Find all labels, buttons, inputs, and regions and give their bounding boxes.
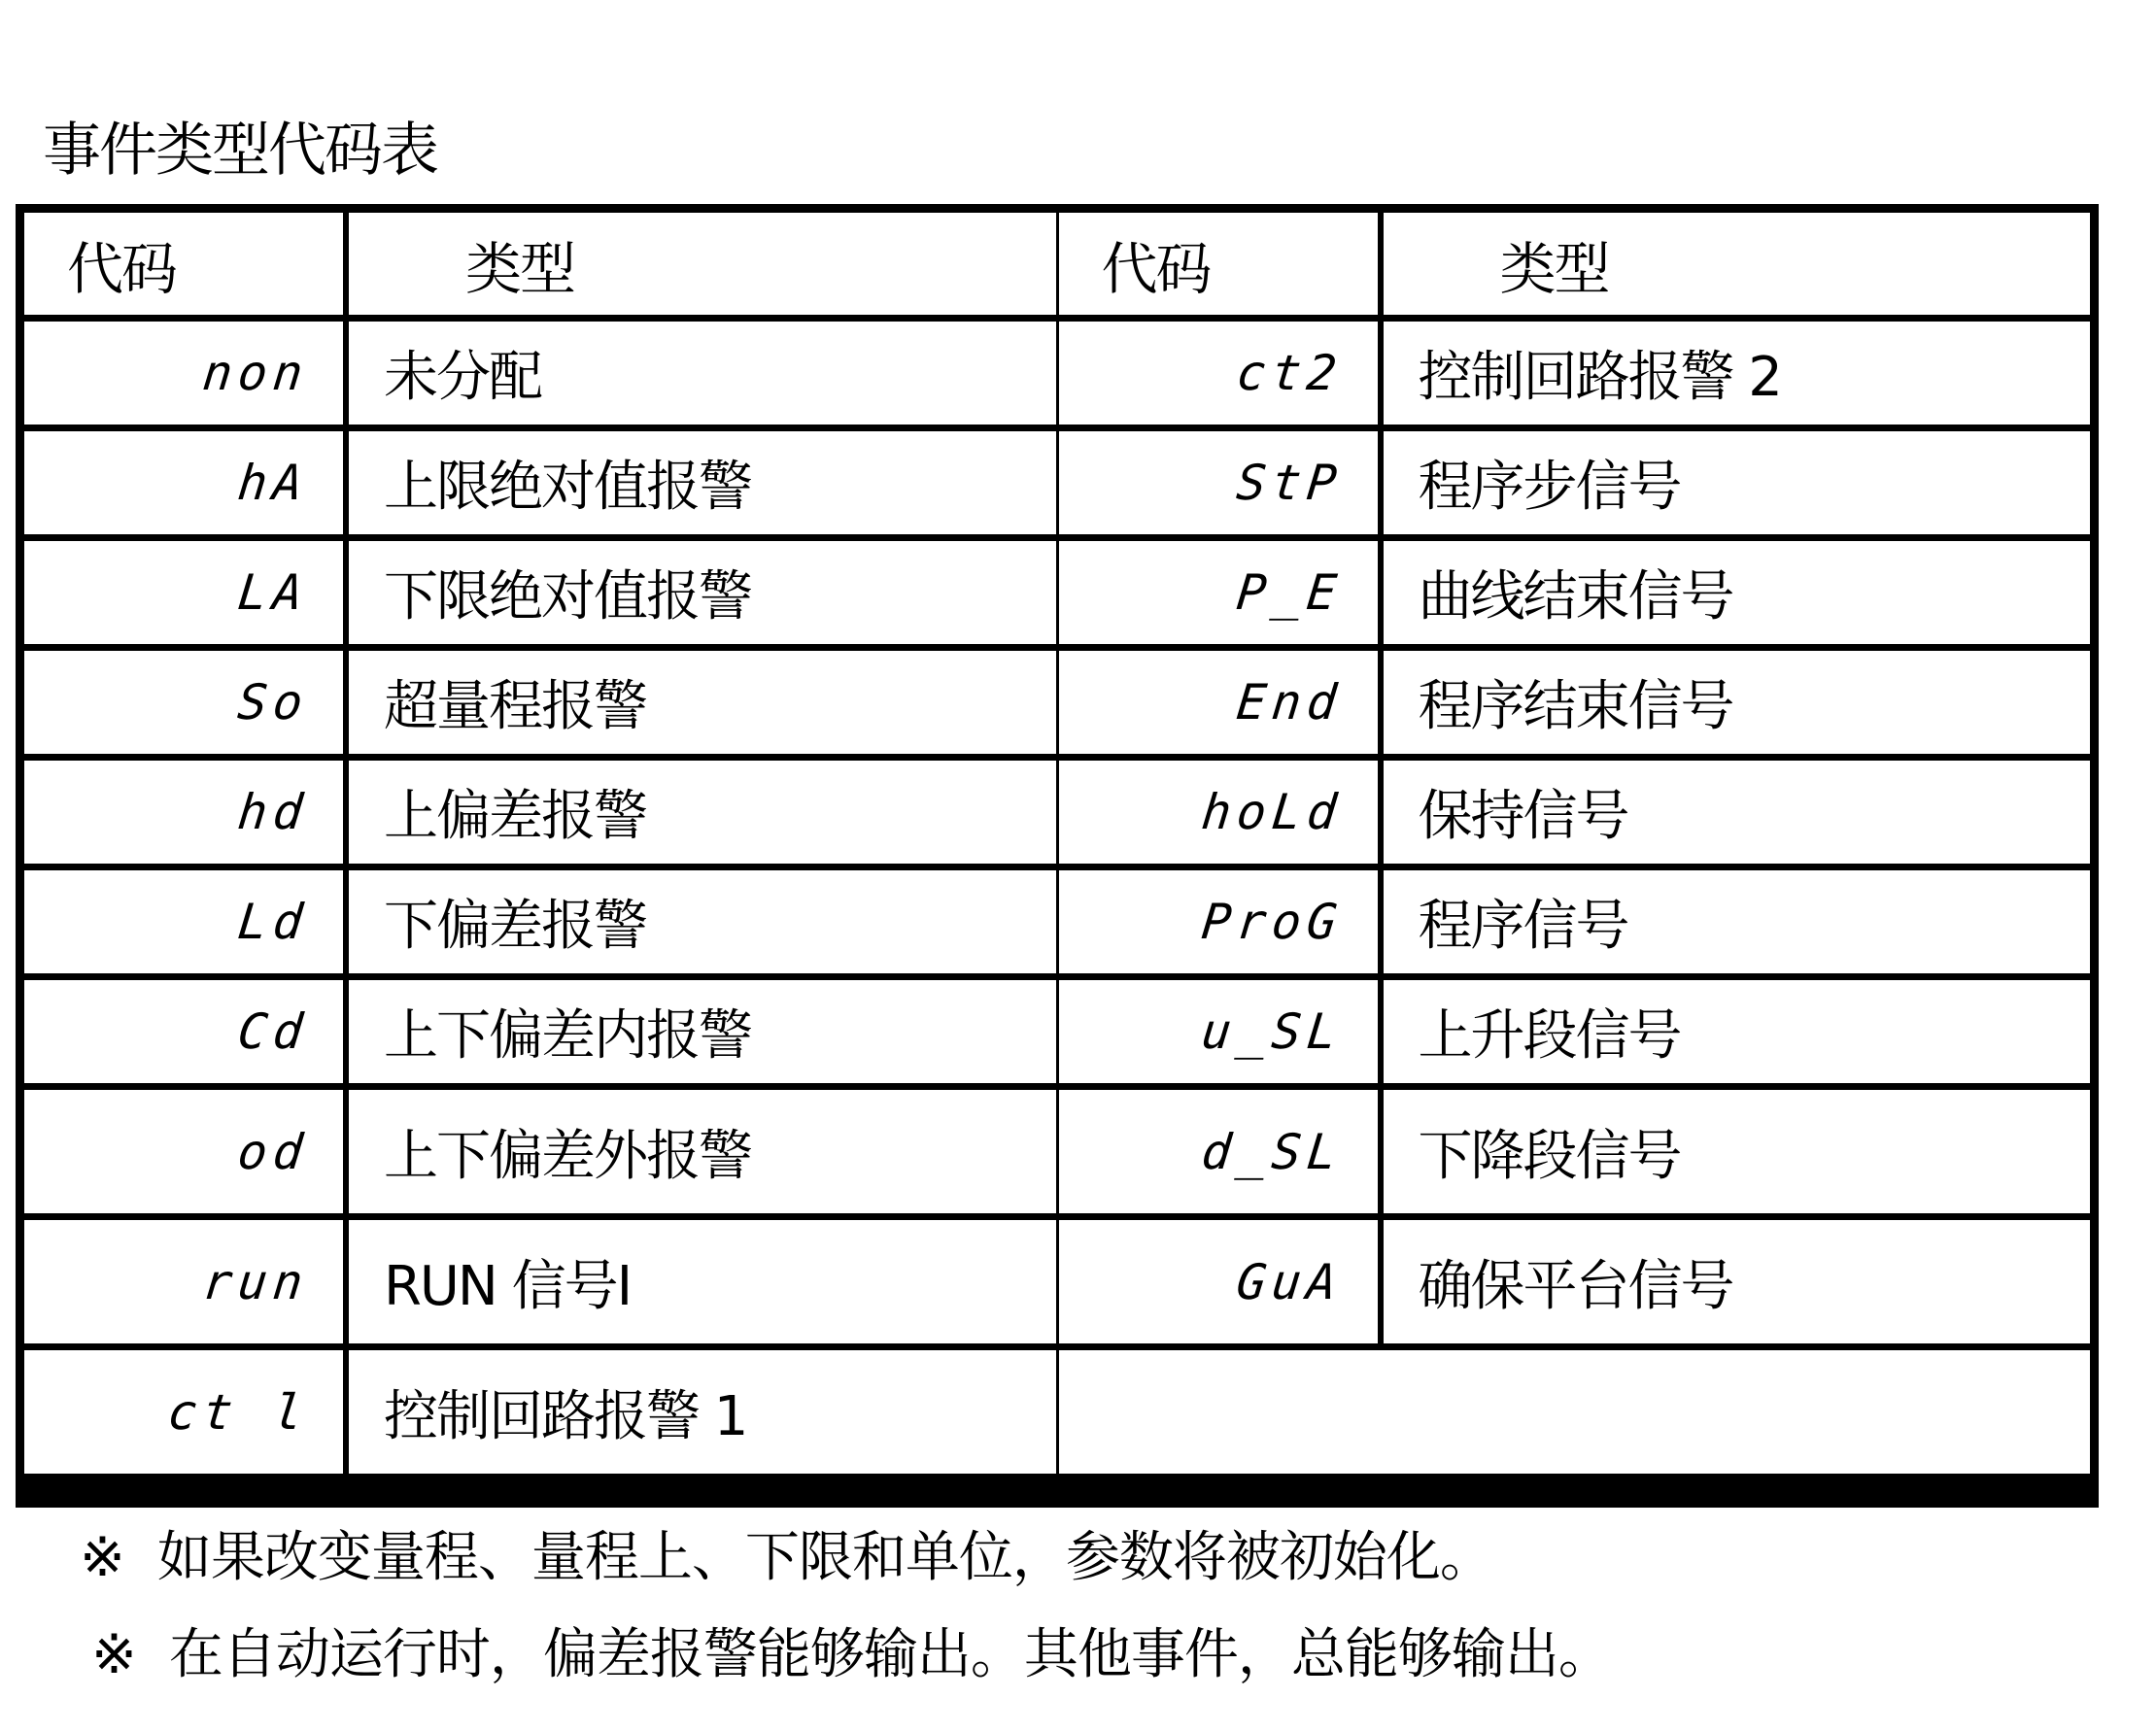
code-cell [24, 541, 343, 644]
event-type: 保持信号 [1418, 785, 1628, 848]
event-type: 未分配 [384, 346, 541, 409]
table-row [1059, 1090, 2091, 1213]
event-type: 曲线结束信号 [1418, 565, 1733, 628]
type-cell [1384, 1090, 2091, 1213]
table-right-half [1059, 213, 2091, 1499]
reference-mark-icon: ※ [80, 1526, 124, 1589]
header-code-cell [1059, 213, 1378, 315]
code-cell [24, 651, 343, 754]
event-type: 程序结束信号 [1418, 675, 1733, 738]
code-cell [1059, 322, 1378, 425]
type-cell [349, 431, 1056, 534]
type-cell [349, 1220, 1056, 1343]
code-cell [1059, 651, 1378, 754]
header-type-label: 类型 [1499, 235, 1609, 302]
reference-mark-icon: ※ [91, 1623, 136, 1686]
table-row [24, 761, 1056, 864]
table-row [1059, 761, 2091, 864]
type-cell [349, 322, 1056, 425]
event-type: 控制回路报警 1 [384, 1384, 747, 1448]
footnotes [80, 1527, 2120, 1686]
table-row [24, 1220, 1056, 1343]
table-row-empty [1059, 1350, 2091, 1474]
type-cell [1384, 761, 2091, 864]
event-type: 超量程报警 [384, 675, 646, 738]
table-row [24, 870, 1056, 973]
header-code-label: 代码 [1101, 235, 1211, 302]
event-type: 程序信号 [1418, 895, 1628, 958]
event-code: ct l [164, 1383, 312, 1441]
table-row [24, 322, 1056, 425]
table-row [1059, 431, 2091, 534]
footnote [80, 1624, 2120, 1686]
type-cell [1384, 431, 2091, 534]
code-cell [1059, 870, 1378, 973]
type-cell [349, 761, 1056, 864]
event-code: GuA [1234, 1253, 1346, 1310]
table-row [1059, 651, 2091, 754]
event-code: ProG [1199, 894, 1346, 950]
event-code: StP [1234, 455, 1346, 511]
code-cell [24, 1220, 343, 1343]
code-cell [1059, 1090, 1378, 1213]
event-code: u_SL [1199, 1003, 1346, 1060]
event-type: 上下偏差外报警 [384, 1124, 751, 1188]
type-cell [1384, 651, 2091, 754]
event-type: 确保平台信号 [1418, 1254, 1733, 1318]
table-row [24, 1090, 1056, 1213]
table-row [24, 1350, 1056, 1474]
code-cell [24, 870, 343, 973]
event-code: End [1234, 674, 1346, 730]
event-code: P_E [1234, 564, 1346, 621]
event-code: Cd [234, 1003, 312, 1060]
type-cell [349, 870, 1056, 973]
table-row [1059, 980, 2091, 1083]
table-row [1059, 541, 2091, 644]
type-cell [349, 980, 1056, 1083]
table-row [24, 541, 1056, 644]
event-type: 下偏差报警 [384, 895, 646, 958]
event-code: So [234, 674, 312, 730]
footnote [80, 1527, 2120, 1589]
event-type: 上下偏差内报警 [384, 1004, 751, 1068]
type-cell [349, 1350, 1056, 1474]
table-row [24, 651, 1056, 754]
header-code-cell [24, 213, 343, 315]
type-cell [1384, 1220, 2091, 1343]
event-type: 上偏差报警 [384, 785, 646, 848]
event-type: 上升段信号 [1418, 1004, 1681, 1068]
footnote-text: 如果改变量程、量程上、下限和单位，参数将被初始化。 [156, 1526, 1493, 1589]
document-title: 事件类型代码表 [43, 117, 437, 185]
table-row [1059, 322, 2091, 425]
code-cell [24, 1090, 343, 1213]
type-cell [1384, 322, 2091, 425]
table-row [1059, 870, 2091, 973]
event-code-table [16, 204, 2099, 1508]
table-row [1059, 1220, 2091, 1343]
type-cell [1384, 870, 2091, 973]
table-left-half [24, 213, 1056, 1499]
header-type-cell [349, 213, 1056, 315]
event-code: run [199, 1253, 312, 1310]
event-code: hoLd [1199, 784, 1346, 840]
event-code: hA [234, 455, 312, 511]
event-code: od [234, 1123, 312, 1180]
table-row [24, 431, 1056, 534]
empty-cell [1059, 1350, 2091, 1474]
type-cell [349, 541, 1056, 644]
code-cell [24, 322, 343, 425]
type-cell [349, 1090, 1056, 1213]
code-cell [1059, 980, 1378, 1083]
code-cell [24, 431, 343, 534]
event-type: 下限绝对值报警 [384, 565, 751, 628]
header-code-label: 代码 [67, 235, 177, 302]
event-type: 上限绝对值报警 [384, 456, 751, 519]
event-type: 程序步信号 [1418, 456, 1681, 519]
event-code: d_SL [1199, 1123, 1346, 1180]
table-header-row [24, 213, 1056, 315]
table-header-row [1059, 213, 2091, 315]
type-cell [349, 651, 1056, 754]
event-code: ct2 [1234, 345, 1346, 401]
footnote-text: 在自动运行时，偏差报警能够输出。其他事件，总能够输出。 [168, 1623, 1612, 1686]
event-code: non [199, 345, 312, 401]
header-type-label: 类型 [465, 235, 575, 302]
type-cell [1384, 541, 2091, 644]
event-code: Ld [234, 894, 312, 950]
type-cell [1384, 980, 2091, 1083]
event-code: LA [234, 564, 312, 621]
code-cell [24, 980, 343, 1083]
code-cell [1059, 1220, 1378, 1343]
code-cell [1059, 431, 1378, 534]
code-cell [1059, 761, 1378, 864]
event-code: hd [234, 784, 312, 840]
code-cell [24, 1350, 343, 1474]
code-cell [1059, 541, 1378, 644]
event-type: 控制回路报警 2 [1418, 346, 1781, 409]
table-row [24, 980, 1056, 1083]
event-type: RUN 信号I [384, 1254, 632, 1318]
event-type: 下降段信号 [1418, 1124, 1681, 1188]
code-cell [24, 761, 343, 864]
header-type-cell [1384, 213, 2091, 315]
